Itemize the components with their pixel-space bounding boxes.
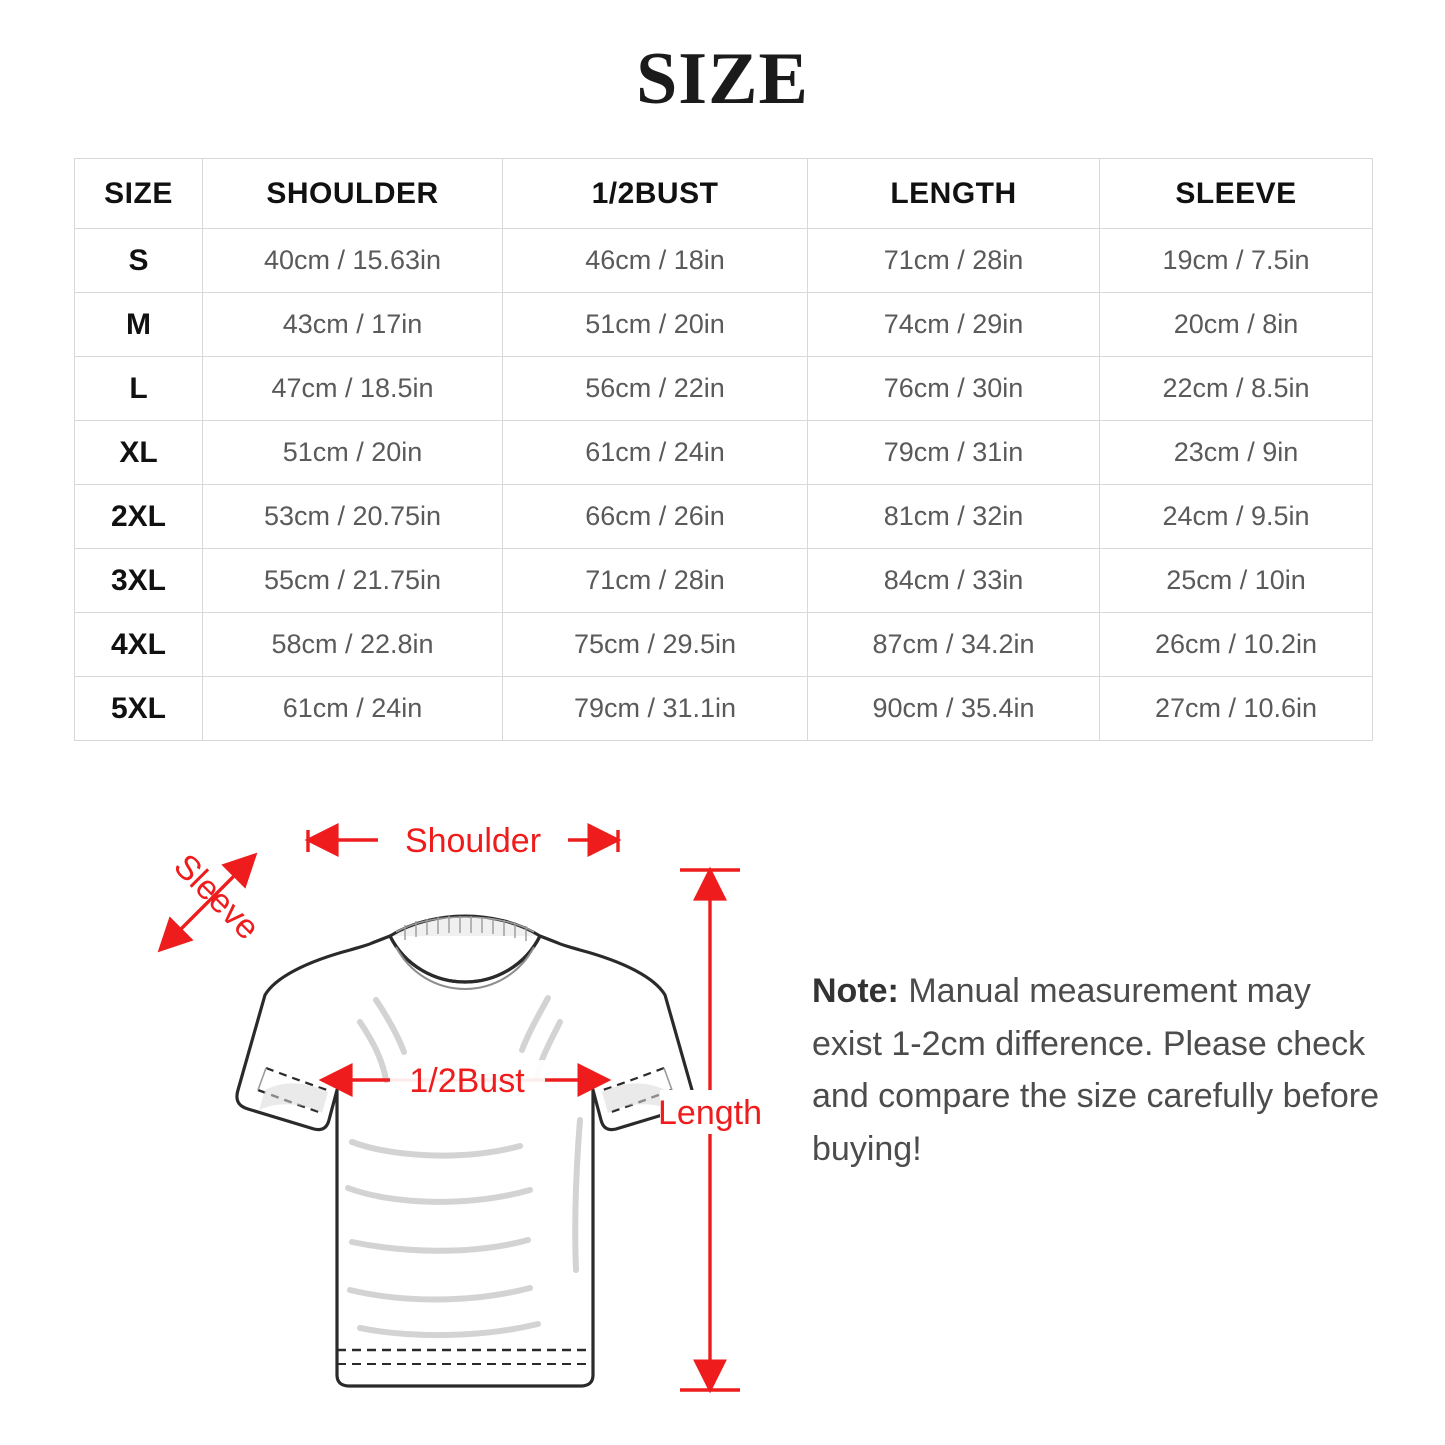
cell-sleeve: 22cm / 8.5in <box>1100 357 1373 421</box>
note-text <box>812 965 1382 1176</box>
cell-size: 2XL <box>75 485 203 549</box>
cell-bust: 66cm / 26in <box>503 485 808 549</box>
cell-sleeve: 20cm / 8in <box>1100 293 1373 357</box>
table-row <box>75 229 1373 293</box>
cell-bust: 79cm / 31.1in <box>503 677 808 741</box>
table-row <box>75 613 1373 677</box>
cell-shoulder: 61cm / 24in <box>203 677 503 741</box>
cell-bust: 46cm / 18in <box>503 229 808 293</box>
cell-length: 76cm / 30in <box>808 357 1100 421</box>
cell-shoulder: 53cm / 20.75in <box>203 485 503 549</box>
cell-length: 74cm / 29in <box>808 293 1100 357</box>
cell-length: 71cm / 28in <box>808 229 1100 293</box>
cell-sleeve: 19cm / 7.5in <box>1100 229 1373 293</box>
cell-size: 5XL <box>75 677 203 741</box>
column-header-sleeve: SLEEVE <box>1100 159 1373 229</box>
page-title: SIZE <box>636 38 809 120</box>
table-row <box>75 677 1373 741</box>
table-row <box>75 357 1373 421</box>
note-body: Manual measurement may exist 1-2cm difference. Please check and compare the size carefully before buying! <box>812 972 1379 1169</box>
cell-shoulder: 55cm / 21.75in <box>203 549 503 613</box>
cell-sleeve: 26cm / 10.2in <box>1100 613 1373 677</box>
size-table-container <box>74 158 1372 741</box>
cell-shoulder: 51cm / 20in <box>203 421 503 485</box>
label-sleeve: Sleeve <box>166 846 267 948</box>
cell-size: 4XL <box>75 613 203 677</box>
cell-length: 87cm / 34.2in <box>808 613 1100 677</box>
cell-length: 90cm / 35.4in <box>808 677 1100 741</box>
table-row <box>75 485 1373 549</box>
cell-shoulder: 40cm / 15.63in <box>203 229 503 293</box>
column-header-bust: 1/2BUST <box>503 159 808 229</box>
cell-length: 79cm / 31in <box>808 421 1100 485</box>
cell-bust: 51cm / 20in <box>503 293 808 357</box>
cell-size: S <box>75 229 203 293</box>
column-header-shoulder: SHOULDER <box>203 159 503 229</box>
cell-size: XL <box>75 421 203 485</box>
cell-shoulder: 47cm / 18.5in <box>203 357 503 421</box>
note-prefix: Note: <box>812 972 899 1010</box>
cell-bust: 56cm / 22in <box>503 357 808 421</box>
column-header-length: LENGTH <box>808 159 1100 229</box>
tshirt-illustration <box>237 916 693 1386</box>
column-header-size: SIZE <box>75 159 203 229</box>
cell-shoulder: 43cm / 17in <box>203 293 503 357</box>
cell-shoulder: 58cm / 22.8in <box>203 613 503 677</box>
cell-sleeve: 24cm / 9.5in <box>1100 485 1373 549</box>
measurement-diagram <box>60 790 790 1410</box>
cell-bust: 71cm / 28in <box>503 549 808 613</box>
label-shoulder: Shoulder <box>404 822 542 860</box>
size-table <box>74 158 1373 741</box>
table-header-row <box>75 159 1373 229</box>
table-row <box>75 293 1373 357</box>
cell-sleeve: 23cm / 9in <box>1100 421 1373 485</box>
table-row <box>75 549 1373 613</box>
cell-bust: 75cm / 29.5in <box>503 613 808 677</box>
cell-sleeve: 25cm / 10in <box>1100 549 1373 613</box>
table-row <box>75 421 1373 485</box>
label-length: Length <box>658 1094 762 1132</box>
cell-size: L <box>75 357 203 421</box>
cell-sleeve: 27cm / 10.6in <box>1100 677 1373 741</box>
cell-length: 81cm / 32in <box>808 485 1100 549</box>
cell-size: M <box>75 293 203 357</box>
cell-size: 3XL <box>75 549 203 613</box>
cell-bust: 61cm / 24in <box>503 421 808 485</box>
cell-length: 84cm / 33in <box>808 549 1100 613</box>
label-bust: 1/2Bust <box>409 1062 525 1100</box>
